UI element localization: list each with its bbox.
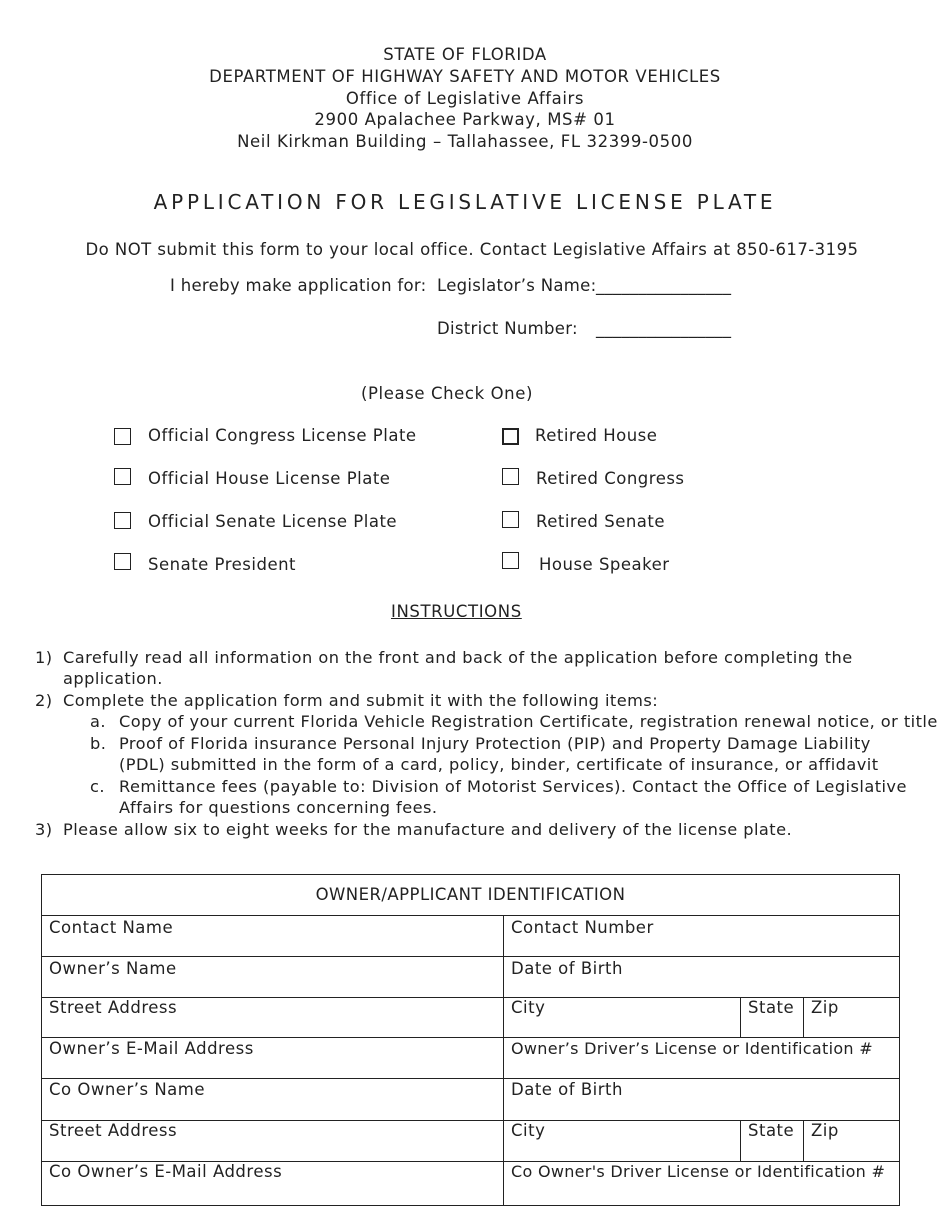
instruction-3: Please allow six to eight weeks for the manufacture and delivery of the license plate. — [63, 820, 793, 839]
table-column-divider — [803, 1120, 804, 1161]
contact-number-field[interactable]: Contact Number — [511, 918, 654, 937]
checkbox-retired-house[interactable] — [502, 428, 519, 445]
table-divider — [41, 1078, 900, 1079]
coowner-license-field[interactable]: Co Owner's Driver License or Identification # — [511, 1162, 886, 1181]
table-divider — [41, 1037, 900, 1038]
option-retired-congress-label: Retired Congress — [536, 469, 685, 488]
check-prompt: (Please Check One) — [360, 384, 534, 403]
instruction-2b-line2: (PDL) submitted in the form of a card, policy, binder, certificate of insurance, or affidavit — [119, 755, 879, 774]
form-title: APPLICATION FOR LEGISLATIVE LICENSE PLATE — [153, 190, 777, 214]
instruction-number-1: 1) — [35, 648, 53, 667]
option-retired-house-label: Retired House — [535, 426, 658, 445]
instruction-2b-line1: Proof of Florida insurance Personal Injury Protection (PIP) and Property Damage Liability — [119, 734, 871, 753]
table-divider — [41, 956, 900, 957]
contact-name-field[interactable]: Contact Name — [49, 918, 174, 937]
instruction-1-line2: application. — [63, 669, 163, 688]
option-senate-president-label: Senate President — [148, 555, 297, 574]
table-column-divider — [503, 915, 504, 1206]
instruction-2a: Copy of your current Florida Vehicle Registration Certificate, registration renewal notice, or title — [119, 712, 938, 731]
instruction-letter-b: b. — [90, 734, 107, 753]
checkbox-official-house[interactable] — [114, 468, 131, 485]
instructions-heading: INSTRUCTIONS — [391, 602, 522, 621]
owner-license-field[interactable]: Owner’s Driver’s License or Identification # — [511, 1039, 873, 1058]
checkbox-retired-senate[interactable] — [502, 511, 519, 528]
checkbox-senate-president[interactable] — [114, 553, 131, 570]
owner-date-of-birth-field[interactable]: Date of Birth — [511, 959, 623, 978]
coowner-city-field[interactable]: City — [511, 1121, 546, 1140]
header-address: 2900 Apalachee Parkway, MS# 01 — [314, 110, 616, 129]
checkbox-house-speaker[interactable] — [502, 552, 519, 569]
table-column-divider — [740, 997, 741, 1037]
checkbox-official-congress[interactable] — [114, 428, 131, 445]
instruction-letter-c: c. — [90, 777, 105, 796]
instruction-number-2: 2) — [35, 691, 53, 710]
option-official-congress-label: Official Congress License Plate — [148, 426, 417, 445]
owner-zip-field[interactable]: Zip — [811, 998, 839, 1017]
coowner-street-address-field[interactable]: Street Address — [49, 1121, 178, 1140]
checkbox-official-senate[interactable] — [114, 512, 131, 529]
owner-city-field[interactable]: City — [511, 998, 546, 1017]
district-number-field[interactable]: ________________ — [596, 319, 732, 338]
owner-street-address-field[interactable]: Street Address — [49, 998, 178, 1017]
header-office: Office of Legislative Affairs — [345, 89, 585, 108]
notice-text: Do NOT submit this form to your local office. Contact Legislative Affairs at 850-617-3195 — [85, 240, 859, 259]
instruction-2c-line2: Affairs for questions concerning fees. — [119, 798, 438, 817]
owner-email-field[interactable]: Owner’s E-Mail Address — [49, 1039, 254, 1058]
checkbox-retired-congress[interactable] — [502, 468, 519, 485]
table-title: OWNER/APPLICANT IDENTIFICATION — [315, 885, 626, 904]
legislator-name-field[interactable]: ________________ — [596, 276, 732, 295]
header-state: STATE OF FLORIDA — [383, 45, 547, 64]
instruction-letter-a: a. — [90, 712, 106, 731]
instruction-1-line1: Carefully read all information on the front and back of the application before completing the — [63, 648, 853, 667]
coowner-name-field[interactable]: Co Owner’s Name — [49, 1080, 205, 1099]
owner-name-field[interactable]: Owner’s Name — [49, 959, 177, 978]
coowner-email-field[interactable]: Co Owner’s E-Mail Address — [49, 1162, 283, 1181]
table-column-divider — [803, 997, 804, 1037]
header-building: Neil Kirkman Building – Tallahassee, FL 32399-0500 — [237, 132, 693, 151]
district-number-label: District Number: — [437, 319, 578, 338]
option-house-speaker-label: House Speaker — [539, 555, 670, 574]
application-intro: I hereby make application for: — [170, 276, 427, 295]
owner-state-field[interactable]: State — [748, 998, 795, 1017]
coowner-state-field[interactable]: State — [748, 1121, 795, 1140]
option-official-house-label: Official House License Plate — [148, 469, 391, 488]
instruction-number-3: 3) — [35, 820, 53, 839]
option-retired-senate-label: Retired Senate — [536, 512, 666, 531]
coowner-zip-field[interactable]: Zip — [811, 1121, 839, 1140]
instruction-2: Complete the application form and submit it with the following items: — [63, 691, 659, 710]
option-official-senate-label: Official Senate License Plate — [148, 512, 398, 531]
legislator-name-label: Legislator’s Name: — [437, 276, 597, 295]
table-column-divider — [740, 1120, 741, 1161]
table-divider — [41, 915, 900, 916]
coowner-date-of-birth-field[interactable]: Date of Birth — [511, 1080, 623, 1099]
header-department: DEPARTMENT OF HIGHWAY SAFETY AND MOTOR VEHICLES — [209, 67, 721, 86]
instruction-2c-line1: Remittance fees (payable to: Division of Motorist Services). Contact the Office of Legislative — [119, 777, 907, 796]
